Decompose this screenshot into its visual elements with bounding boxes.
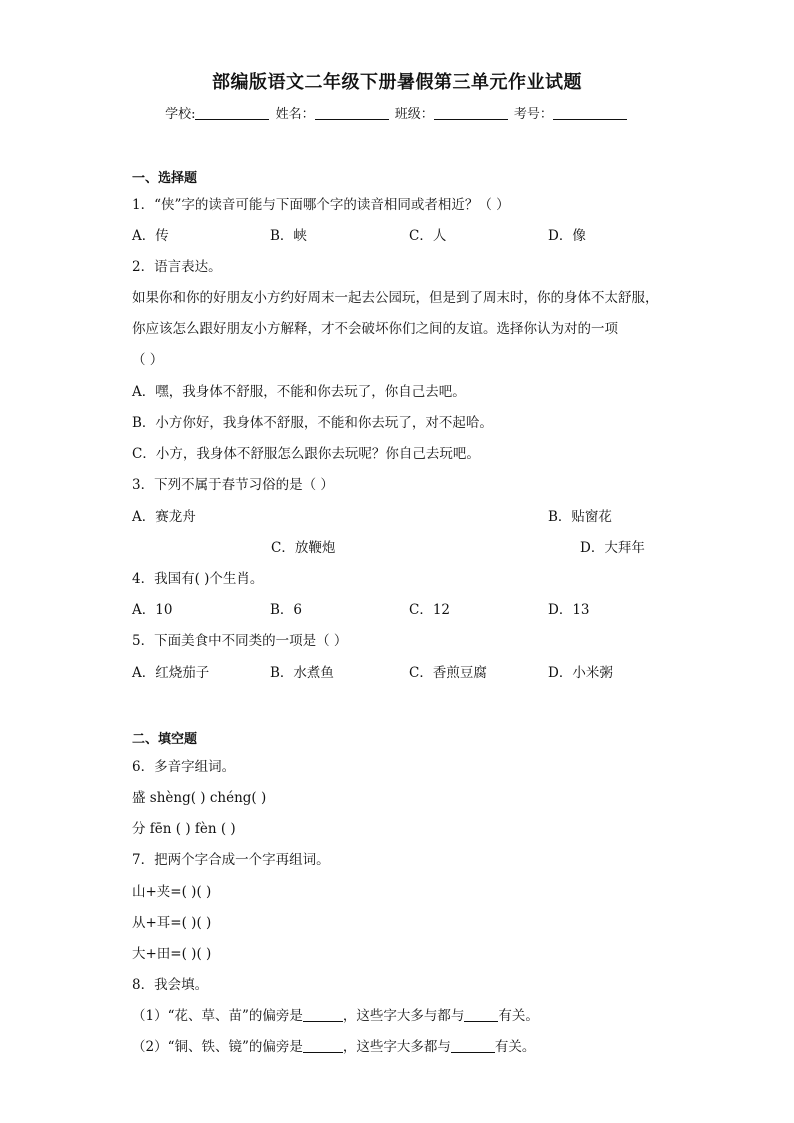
question-8-line-1-part-c: 有关。 (498, 1008, 539, 1024)
question-8-line-1-blank-2[interactable] (464, 1008, 498, 1022)
number-label: 考号： (513, 107, 553, 122)
question-4-option-d[interactable]: D．13 (548, 602, 590, 618)
question-6-line-2[interactable]: 分 fēn ( ) fèn ( ) (132, 821, 236, 837)
question-2-answer-bracket: （ ） (132, 352, 164, 368)
question-8-line-2 (132, 1035, 535, 1055)
question-1-option-b[interactable]: B．峡 (270, 228, 307, 244)
question-8-line-2-blank-1[interactable] (303, 1039, 343, 1053)
question-2-text-line-2: 你应该怎么跟好朋友小方解释，才不会破坏你们之间的友谊。选择你认为对的一项 (132, 321, 618, 337)
question-8-line-2-part-c: 有关。 (494, 1039, 536, 1055)
question-3-option-a[interactable]: A．赛龙舟 (132, 509, 196, 525)
question-3-option-b[interactable]: B．贴窗花 (548, 509, 612, 525)
question-1-option-d[interactable]: D．像 (548, 228, 586, 244)
question-6-stem: 6．多音字组词。 (132, 759, 236, 775)
question-1-option-c[interactable]: C．人 (409, 228, 447, 244)
question-2-option-c[interactable]: C．小方，我身体不舒服怎么跟你去玩呢？你自己去玩吧。 (132, 446, 480, 462)
question-5-option-c[interactable]: C．香煎豆腐 (409, 665, 487, 681)
question-5-option-a[interactable]: A．红烧茄子 (132, 665, 210, 681)
class-label: 班级： (394, 107, 434, 122)
question-1-stem: 1．“侠”字的读音可能与下面哪个字的读音相同或者相近？（ ） (132, 197, 510, 213)
school-label: 学校: (165, 107, 196, 122)
section-title-fill-in: 二、填空题 (132, 732, 198, 747)
question-7-line-2[interactable]: 从+耳=( )( ) (132, 915, 212, 931)
question-6-line-1[interactable]: 盛 shèng( ) chéng( ) (132, 790, 267, 806)
class-blank[interactable] (434, 105, 508, 120)
question-3-option-c[interactable]: C．放鞭炮 (271, 540, 336, 556)
question-5-option-d[interactable]: D．小米粥 (548, 665, 613, 681)
question-5-stem: 5．下面美食中不同类的一项是（ ） (132, 633, 348, 649)
question-8-line-2-blank-2[interactable] (451, 1039, 495, 1053)
name-blank[interactable] (315, 105, 389, 120)
question-2-stem: 2．语言表达。 (132, 259, 222, 275)
question-2-text-line-1: 如果你和你的好朋友小方约好周末一起去公园玩，但是到了周末时，你的身体不太舒服， (132, 290, 659, 306)
student-info-line (0, 103, 794, 122)
question-8-stem: 8．我会填。 (132, 977, 209, 993)
question-8-line-2-part-b: ，这些字大多都与 (342, 1039, 451, 1055)
school-blank[interactable] (195, 105, 269, 120)
question-8-line-2-part-a: （2）“铜、铁、镜”的偏旁是 (132, 1039, 303, 1055)
question-7-stem: 7．把两个字合成一个字再组词。 (132, 852, 330, 868)
section-title-choice: 一、选择题 (132, 171, 198, 186)
question-4-option-a[interactable]: A．10 (132, 602, 173, 618)
question-4-option-c[interactable]: C．12 (409, 602, 451, 618)
page-title: 部编版语文二年级下册暑假第三单元作业试题 (212, 72, 582, 93)
name-label: 姓名： (275, 107, 315, 122)
question-3-stem: 3．下列不属于春节习俗的是（ ） (132, 477, 334, 493)
question-8-line-1-blank-1[interactable] (303, 1008, 343, 1022)
question-4-stem: 4．我国有( )个生肖。 (132, 571, 264, 587)
question-7-line-1[interactable]: 山+夹=( )( ) (132, 884, 212, 900)
question-5-option-b[interactable]: B．水煮鱼 (270, 665, 334, 681)
question-2-option-b[interactable]: B．小方你好，我身体不舒服，不能和你去玩了，对不起哈。 (132, 415, 493, 431)
question-8-line-1-part-a: （1）“花、草、苗”的偏旁是 (132, 1008, 303, 1024)
question-2-option-a[interactable]: A．嘿，我身体不舒服，不能和你去玩了，你自己去吧。 (132, 384, 466, 400)
question-4-option-b[interactable]: B．6 (270, 602, 303, 618)
number-blank[interactable] (553, 105, 627, 120)
question-8-line-1 (132, 1004, 539, 1024)
question-7-line-3[interactable]: 大+田=( )( ) (132, 946, 212, 962)
question-1-option-a[interactable]: A．传 (132, 228, 169, 244)
question-8-line-1-part-b: ，这些字大多与都与 (342, 1008, 465, 1024)
question-3-option-d[interactable]: D．大拜年 (580, 540, 645, 556)
